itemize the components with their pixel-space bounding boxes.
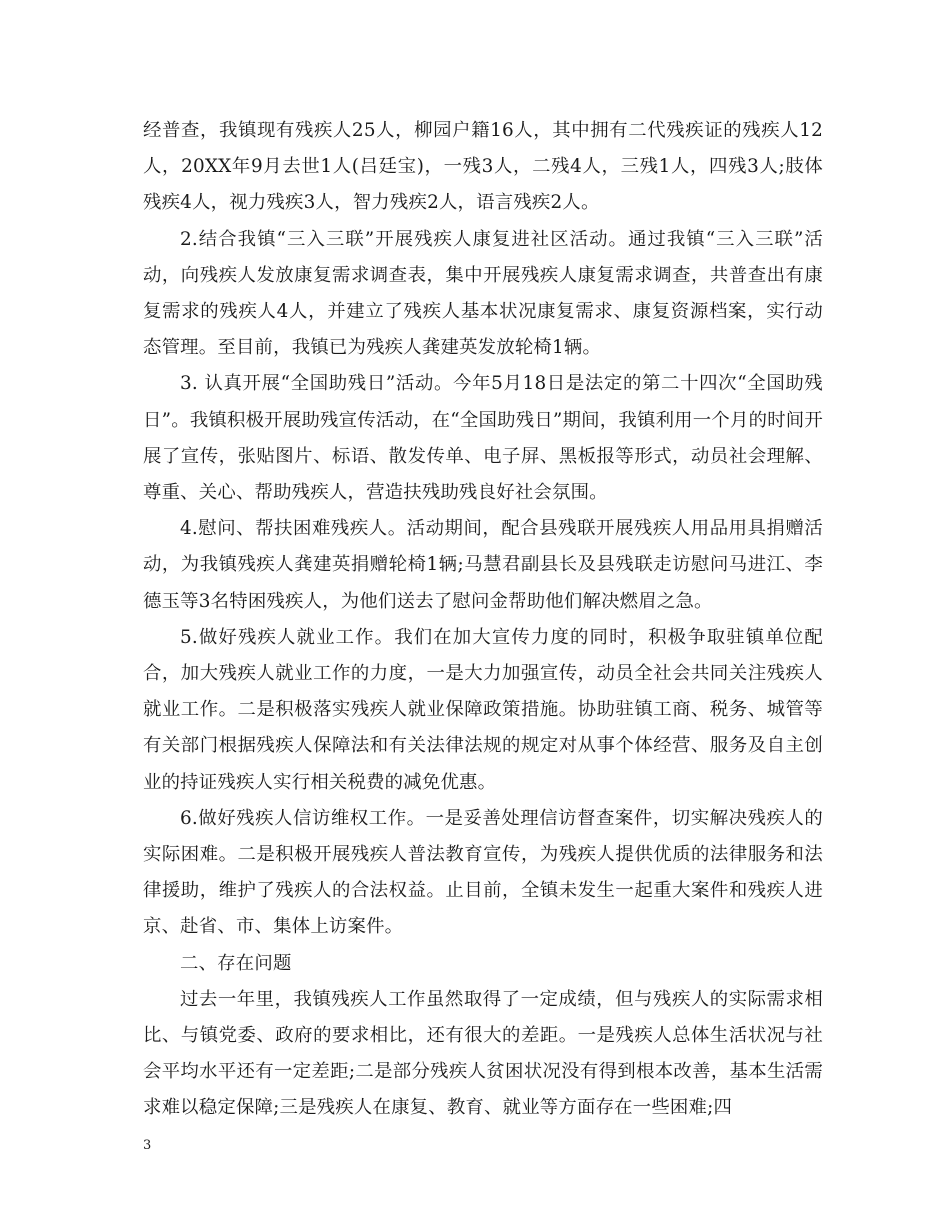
paragraph-condolence: 4.慰问、帮扶困难残疾人。活动期间，配合县残联开展残疾人用品用具捐赠活动，为我镇残疾人龚建英捐赠轮椅1辆;马慧君副县长及县残联走访慰问马进江、李德玉等3名特困残疾人，为他们送去了慰问金帮助他们解决燃眉之急。: [143, 518, 823, 612]
section-heading-problems: 二、存在问题: [180, 952, 292, 974]
page-number: 3: [143, 1138, 152, 1153]
document-body: [143, 113, 823, 1127]
paragraph-employment: 5.做好残疾人就业工作。我们在加大宣传力度的同时，积极争取驻镇单位配合，加大残疾人就业工作的力度，一是大力加强宣传，动员全社会共同关注残疾人就业工作。二是积极落实残疾人就业保障政策措施。协助驻镇工商、税务、城管等有关部门根据残疾人保障法和有关法律法规的规定对从事个体经营、服务及自主创业的持证残疾人实行相关税费的减免优惠。: [143, 626, 823, 793]
paragraph-disability-day: 3. 认真开展“全国助残日”活动。今年5月18日是法定的第二十四次“全国助残日”。我镇积极开展助残宣传活动，在“全国助残日”期间，我镇利用一个月的时间开展了宣传，张贴图片、标语、散发传单、电子屏、黑板报等形式，动员社会理解、尊重、关心、帮助残疾人，营造扶残助残良好社会氛围。: [143, 373, 823, 504]
paragraph-census-summary: 经普查，我镇现有残疾人25人，柳园户籍16人，其中拥有二代残疾证的残疾人12人，20XX年9月去世1人(吕廷宝)，一残3人，二残4人，三残1人，四残3人;肢体残疾4人，视力残疾3人，智力残疾2人，语言残疾2人。: [143, 120, 823, 214]
paragraph-rehabilitation: 2.结合我镇“三入三联”开展残疾人康复进社区活动。通过我镇“三入三联”活动，向残疾人发放康复需求调查表，集中开展残疾人康复需求调查，共普查出有康复需求的残疾人4人，并建立了残疾人基本状况康复需求、康复资源档案，实行动态管理。至目前，我镇已为残疾人龚建英发放轮椅1辆。: [143, 228, 823, 359]
paragraph-petition-rights: 6.做好残疾人信访维权工作。一是妥善处理信访督查案件，切实解决残疾人的实际困难。二是积极开展残疾人普法教育宣传，为残疾人提供优质的法律服务和法律援助，维护了残疾人的合法权益。止目前，全镇未发生一起重大案件和残疾人进京、赴省、市、集体上访案件。: [143, 807, 823, 938]
paragraph-problems: 过去一年里，我镇残疾人工作虽然取得了一定成绩，但与残疾人的实际需求相比、与镇党委、政府的要求相比，还有很大的差距。一是残疾人总体生活状况与社会平均水平还有一定差距;二是部分残疾人贫困状况没有得到根本改善，基本生活需求难以稳定保障;三是残疾人在康复、教育、就业等方面存在一些困难;四: [143, 988, 823, 1119]
